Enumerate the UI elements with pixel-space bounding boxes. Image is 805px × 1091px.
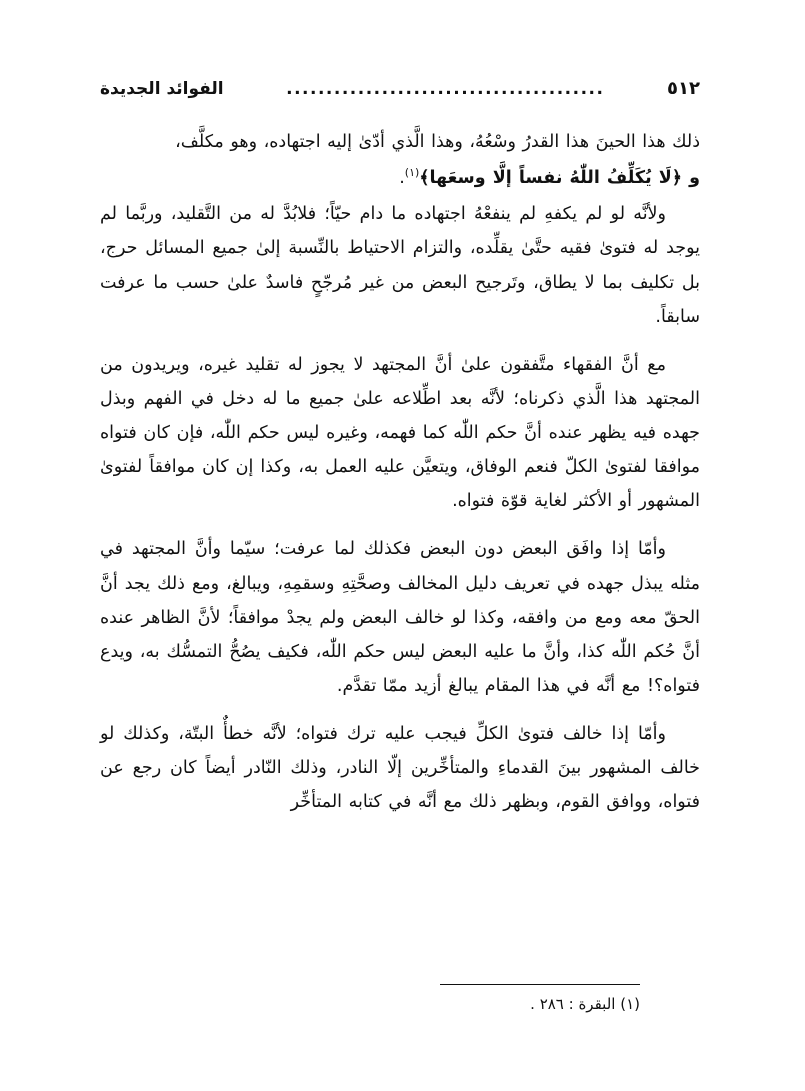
page-number: ٥١٢ (667, 78, 700, 99)
footnote-body: البقرة : ٢٨٦ . (530, 995, 616, 1013)
footnote-reference: (١) (404, 166, 420, 180)
paragraph-2-trailing: . (399, 168, 405, 189)
paragraph-4: مع أنَّ الفقهاء متَّفقون علىٰ أنَّ المجتهد لا يجوز له تقليد غيره، ويريدون من المجتهد هذا الَّذي ذكرناه؛ لأنَّه بعد اطِّلاعه علىٰ جميع ما له دخل في الفهم وبذل جهده فيه يظهر عنده أنَّ حكم اللّٰه كما فهمه، وغيره ليس حكم اللّٰه، فإن كان فتواه موافقا لفتوىٰ الكلّ فنعم الوفاق، ويتعيَّن عليه العمل به، وكذا إن كان موافقاً لفتوىٰ المشهور أو الأكثر لغاية قوّة فتواه. (100, 354, 700, 512)
footnote-area (100, 984, 700, 1013)
header-title: الفوائد الجديدة (100, 79, 224, 99)
footnote-line (100, 995, 700, 1013)
body-text (100, 125, 700, 819)
page-header (100, 78, 700, 99)
paragraph-3: ولأنَّه لو لم يكفهِ لم ينفعْهُ اجتهاده ما دام حيّاً؛ فلابُدَّ له من التَّقليد، وربَّما لم يوجد له فتوىٰ فقيه حتَّىٰ يقلِّده، والتزام الاحتياط بالنِّسبة إلىٰ جميع المسائل حرج، بل تكليف بما لا يطاق، وتَرجيح البعض من غير مُرجّحٍ فاسدٌ علىٰ حسب ما عرفت سابقاً. (100, 204, 700, 327)
paragraph-6: وأمّا إذا خالف فتوىٰ الكلِّ فيجب عليه ترك فتواه؛ لأنَّه خطأٌ البتّة، وكذلك لو خالف المشهور بينَ القدماءِ والمتأخِّرين إلّا النادر، وذلك النّادر أيضاً كان رجع عن فتواه، ووافق القوم، وبظهر ذلك مع أنَّه في كتابه المتأخِّر (100, 724, 700, 813)
footnote-divider (440, 984, 640, 985)
paragraph-5: وأمّا إذا وافَق البعض دون البعض فكذلك لما عرفت؛ سيّما وأنَّ المجتهد في مثله يبذل جهده في تعريف دليل المخالف وصحَّتِهِ وسقمِهِ، ويبالغ، ومع ذلك يجد أنَّ الحقّ معه ومع من وافقه، وكذا لو خالف البعض ولم يجدْ موافقاً؛ لأنَّ الظاهر عنده أنَّ حُكم اللّٰه كذا، وأنَّ ما عليه البعض ليس حكم اللّٰه، فكيف يصُحُّ التمسُّك به، ويدع فتواه؟! مع أنَّه في هذا المقام يبالغ أزيد ممّا تقدَّم. (100, 539, 700, 696)
header-dot-leader: ........................................ (286, 79, 605, 99)
footnote-marker: (١) (620, 995, 640, 1013)
paragraph-1: ذلك هذا الحينَ هذا القدرُ وسْعُهُ، وهذا الَّذي أدّىٰ إليه اجتهاده، وهو مكلَّف، (175, 132, 700, 152)
quran-quote: و ﴿لَا يُكَلِّفُ اللّٰهُ نفساً إلَّا وسعَها﴾ (419, 168, 700, 189)
paragraph-2 (100, 161, 700, 195)
